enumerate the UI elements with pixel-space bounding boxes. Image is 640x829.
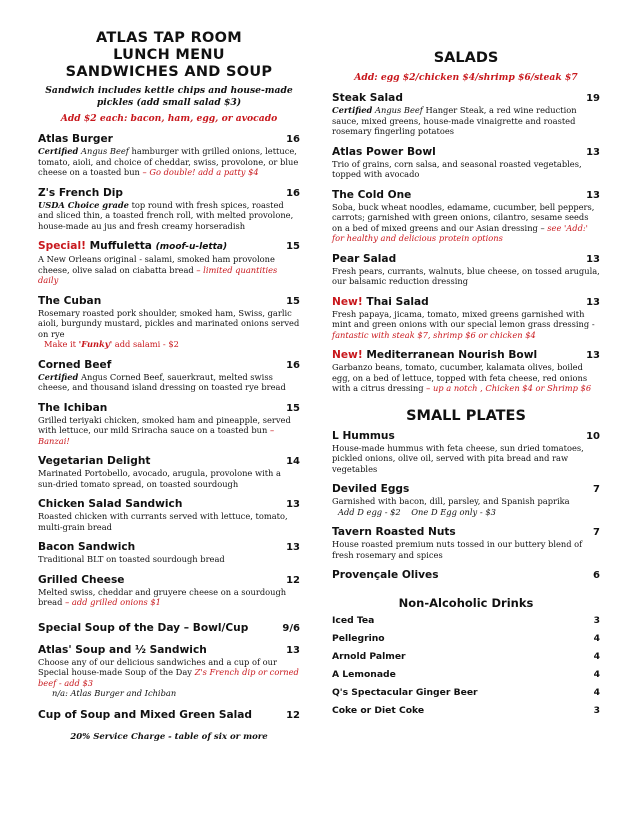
drink-price: 4 [593,687,600,698]
item-desc [38,372,300,393]
menu-header [38,30,300,81]
menu-item [332,296,600,341]
desc-text: A New Orleans original - salami, smoked ham provolone cheese, olive salad on ciabatta bread [38,254,275,275]
drinks-list [332,612,600,720]
item-name: Chicken Salad Sandwich [38,498,183,510]
list-item [332,702,600,720]
menu-item [38,541,300,565]
item-name: Atlas Burger [38,133,113,145]
item-desc: Marinated Portobello, avocado, arugula, provolone with a sun-dried tomato spread, on toasted sourdough [38,468,281,489]
item-name: Cup of Soup and Mixed Green Salad [38,708,252,721]
item-desc [332,105,600,137]
menu-item [332,253,600,287]
menu-item [332,569,600,582]
desc-text: top round with fresh spices, roasted and sliced thin, a toasted french roll, with melted provolone, house-made au jus and fresh creamy horseradish [38,199,294,231]
drink-price: 4 [593,669,600,680]
menu-item [332,430,600,475]
desc-text: Choose any of our delicious sandwiches and a cup of our Special house-made Soup of the Day [38,656,277,677]
menu-item [38,574,300,608]
menu-item [38,644,300,699]
item-name: The Cuban [38,294,102,307]
desc-text: Fresh papaya, jicama, tomato, mixed greens garnished with mint and green onions with our special lemon grass dressing - [332,308,595,329]
menu-item [332,146,600,180]
desc-text: Soba, buck wheat noodles, edamame, cucumber, bell peppers, carrots; garnished with green onions, cilantro, sesame seeds on a bed of mixed greens and our Asian dressing – [332,201,595,233]
intro-text: Sandwich includes kettle chips and house-made pickles [45,85,293,108]
item-price: 16 [286,187,300,199]
menu-item [38,498,300,532]
item-name: Provençale Olives [332,569,439,581]
item-upgrade [38,339,300,350]
item-price: 15 [286,402,300,414]
sandwich-intro [38,85,300,109]
item-desc [38,587,300,608]
upgrade-prefix: Make it [44,339,77,349]
item-name: Mediterranean Nourish Bowl [366,349,538,361]
drink-name: Iced Tea [332,615,375,626]
list-item [332,684,600,702]
item-name: Vegetarian Delight [38,455,151,467]
item-price: 13 [586,146,600,158]
desc-note: Z's French dip or corned beef - add $3 [38,667,299,688]
desc-emphasis: Certified [332,105,373,115]
menu-item [38,402,300,447]
drink-name: Arnold Palmer [332,651,406,662]
item-name: Thai Salad [366,295,429,308]
item-price: 6 [593,570,600,581]
menu-item [332,349,600,394]
item-price: 9/6 [282,622,300,634]
section-title-small-plates: SMALL PLATES [406,407,526,424]
item-name: Bacon Sandwich [38,541,136,553]
intro-note: (add small salad $3) [136,97,242,108]
menu-item [332,189,600,244]
item-exclusion: n/a: Atlas Burger and Ichiban [52,688,177,698]
item-price: 13 [286,499,300,510]
service-charge-note: 20% Service Charge - table of six or more [70,731,268,742]
menu-item [38,295,300,350]
item-price: 16 [286,359,300,371]
desc-text: Melted swiss, cheddar and gruyere cheese on a sourdough bread [38,586,287,607]
item-name: Atlas Power Bowl [332,145,436,158]
upgrade-emphasis: 'Funky' [78,339,113,349]
menu-item [332,526,600,560]
menu-item [332,483,600,517]
item-desc [38,146,300,178]
upgrade-text: add salami - $2 [114,339,179,349]
item-price: 15 [286,295,300,307]
restaurant-name: ATLAS TAP ROOM [95,30,243,46]
list-item [332,666,600,684]
item-desc [332,362,600,394]
drink-price: 4 [593,633,600,644]
item-price: 10 [586,430,600,442]
menu-title: LUNCH MENU [113,47,225,63]
item-name: The Ichiban [38,401,108,414]
item-name-pronunciation: (moof-u-letta) [155,242,228,252]
menu-item [332,92,600,137]
item-name: Muffuletta [89,240,152,252]
salad-addons: Add: egg $2/chicken $4/shrimp $6/steak $7 [354,72,578,83]
item-desc: Trio of grains, corn salsa, and seasonal roasted vegetables, topped with avocado [332,158,582,179]
desc-note: see 'Add:' for healthy and delicious protein options [332,222,588,243]
item-name: Atlas' Soup and ½ Sandwich [38,643,207,656]
drink-name: Pellegrino [332,633,385,644]
item-price: 13 [286,542,300,553]
menu-item [38,622,300,635]
menu-item [38,455,300,489]
desc-text: Grilled teriyaki chicken, smoked ham and pineapple, served with lettuce, our mild Sriracha sauce on a toasted bun [38,414,291,435]
item-desc: Traditional BLT on toasted sourdough bread [38,554,225,564]
menu-item [38,187,300,232]
item-price: 14 [286,456,300,467]
sandwich-addons: Add $2 each: bacon, ham, egg, or avocado [60,113,278,124]
section-title-salads: SALADS [433,50,499,66]
item-desc: Roasted chicken with currants served with lettuce, tomato, multi-grain bread [38,511,288,532]
item-price: 12 [286,574,300,586]
list-item [332,648,600,666]
item-desc [332,202,600,244]
left-column [38,0,300,742]
drink-price: 3 [593,615,600,626]
new-label: New! [332,349,363,361]
item-addon: Add D egg - $2 One D Egg only - $3 [338,506,496,517]
drink-price: 4 [593,651,600,662]
desc-text: Hanger Steak, a red wine reduction sauce, mixed greens, house-made vinaigrette and roasted rosemary fingerling potatoes [332,105,577,136]
desc-emphasis: Certified [38,371,79,382]
item-desc: Rosemary roasted pork shoulder, smoked ham, Swiss, garlic aioli, burgundy mustard, pickles and marinated onions served on rye [38,307,300,339]
item-price: 13 [586,350,600,361]
item-name: Special Soup of the Day – Bowl/Cup [38,621,249,634]
desc-note: – limited quantities daily [38,264,278,285]
menu-item [38,359,300,393]
item-price: 13 [586,253,600,265]
item-name: The Cold One [332,188,412,201]
item-desc [38,254,300,286]
item-desc [38,200,300,232]
item-desc [38,657,300,689]
list-item [332,612,600,630]
desc-emphasis: Certified [38,146,79,156]
item-desc: Fresh pears, currants, walnuts, blue cheese, on tossed arugula, our balsamic reduction dressing [332,265,600,286]
list-item [332,630,600,648]
section-title-drinks: Non-Alcoholic Drinks [398,596,534,610]
item-price: 7 [593,527,600,538]
item-name-group [38,240,227,254]
desc-text: Angus Corned Beef, sauerkraut, melted swiss cheese, and thousand island dressing on toasted rye bread [38,371,286,392]
drink-price: 3 [593,705,600,716]
item-name: Grilled Cheese [38,573,125,586]
item-desc: House-made hummus with feta cheese, sun dried tomatoes, pickled onions, olive oil, served with pita bread and raw vegetables [332,442,584,474]
drink-name: Q's Spectacular Ginger Beer [332,687,478,698]
item-price: 13 [286,644,300,656]
desc-note: – up a notch , Chicken $4 or Shrimp $6 [426,383,592,393]
item-price: 19 [586,93,600,104]
item-desc: Garnished with bacon, dill, parsley, and Spanish paprika [332,496,570,506]
item-desc [38,415,300,447]
item-name: Pear Salad [332,252,397,265]
item-desc: House roasted premium nuts tossed in our buttery blend of fresh rosemary and spices [332,539,583,560]
item-name: Corned Beef [38,358,112,371]
right-column [332,0,600,720]
item-price: 7 [593,484,600,495]
item-name: Tavern Roasted Nuts [332,526,456,538]
section-title-sandwiches: SANDWICHES AND SOUP [65,64,273,80]
menu-item [38,709,300,722]
item-name: Z's French Dip [38,186,123,199]
desc-note: – Go double! add a patty $4 [142,167,259,177]
desc-emphasis-2: Angus Beef [375,105,423,115]
item-price: 16 [286,134,300,145]
desc-emphasis: USDA Choice grade [38,199,129,210]
item-desc [332,309,600,341]
desc-text: hamburger with grilled onions, lettuce, tomato, aioli, and choice of cheddar, swiss, provolone, or blue cheese on a toasted bun [38,146,299,177]
item-name-group [332,296,429,309]
menu-item [38,133,300,178]
desc-text: Garbanzo beans, tomato, cucumber, kalamata olives, boiled egg, on a bed of lettuce, topped with feta cheese, red onions with a citrus dressing [332,362,588,393]
item-name-group [332,349,537,362]
item-price: 13 [586,296,600,308]
item-name: Steak Salad [332,92,403,104]
item-price: 13 [586,189,600,201]
menu-item [38,240,300,286]
desc-note: – add grilled onions $1 [65,597,161,607]
drink-name: A Lemonade [332,669,396,680]
special-label: Special! [38,240,86,252]
item-name: L Hummus [332,429,395,442]
drink-name: Coke or Diet Coke [332,705,425,716]
item-price: 12 [286,709,300,721]
new-label: New! [332,295,363,308]
desc-note: fantastic with steak $7, shrimp $6 or chicken $4 [332,329,536,340]
desc-note: – Banzai! [38,425,275,446]
item-price: 15 [286,241,300,252]
desc-emphasis-2: Angus Beef [81,146,129,156]
item-name: Deviled Eggs [332,483,410,495]
